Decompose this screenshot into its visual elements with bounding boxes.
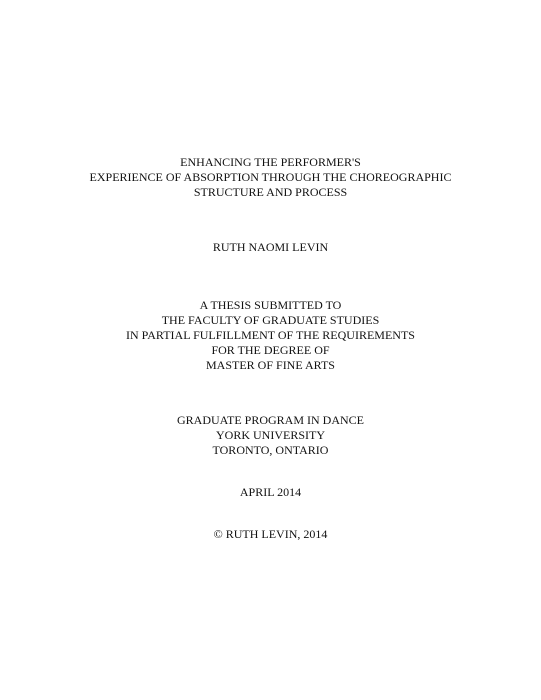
author-name	[0, 240, 541, 255]
program-info	[0, 413, 541, 458]
thesis-statement-line-4: FOR THE DEGREE OF	[211, 343, 330, 357]
thesis-statement-line-5: MASTER OF FINE ARTS	[206, 358, 335, 372]
submission-date	[0, 485, 541, 500]
copyright-notice	[0, 527, 541, 542]
copyright-line: © RUTH LEVIN, 2014	[213, 527, 328, 541]
title-line-2: EXPERIENCE OF ABSORPTION THROUGH THE CHOREOGRAPHIC	[89, 170, 452, 184]
program-line-3: TORONTO, ONTARIO	[212, 443, 329, 457]
thesis-title	[0, 155, 541, 200]
thesis-statement-line-1: A THESIS SUBMITTED TO	[199, 298, 342, 312]
thesis-statement	[0, 298, 541, 373]
title-line-1: ENHANCING THE PERFORMER'S	[180, 155, 361, 169]
thesis-statement-line-2: THE FACULTY OF GRADUATE STUDIES	[161, 313, 380, 327]
title-line-3: STRUCTURE AND PROCESS	[193, 185, 348, 199]
program-line-1: GRADUATE PROGRAM IN DANCE	[176, 413, 364, 427]
program-line-2: YORK UNIVERSITY	[216, 428, 325, 442]
date-line: APRIL 2014	[239, 485, 302, 499]
author-line: RUTH NAOMI LEVIN	[212, 240, 329, 254]
thesis-statement-line-3: IN PARTIAL FULFILLMENT OF THE REQUIREMENTS	[126, 328, 415, 342]
